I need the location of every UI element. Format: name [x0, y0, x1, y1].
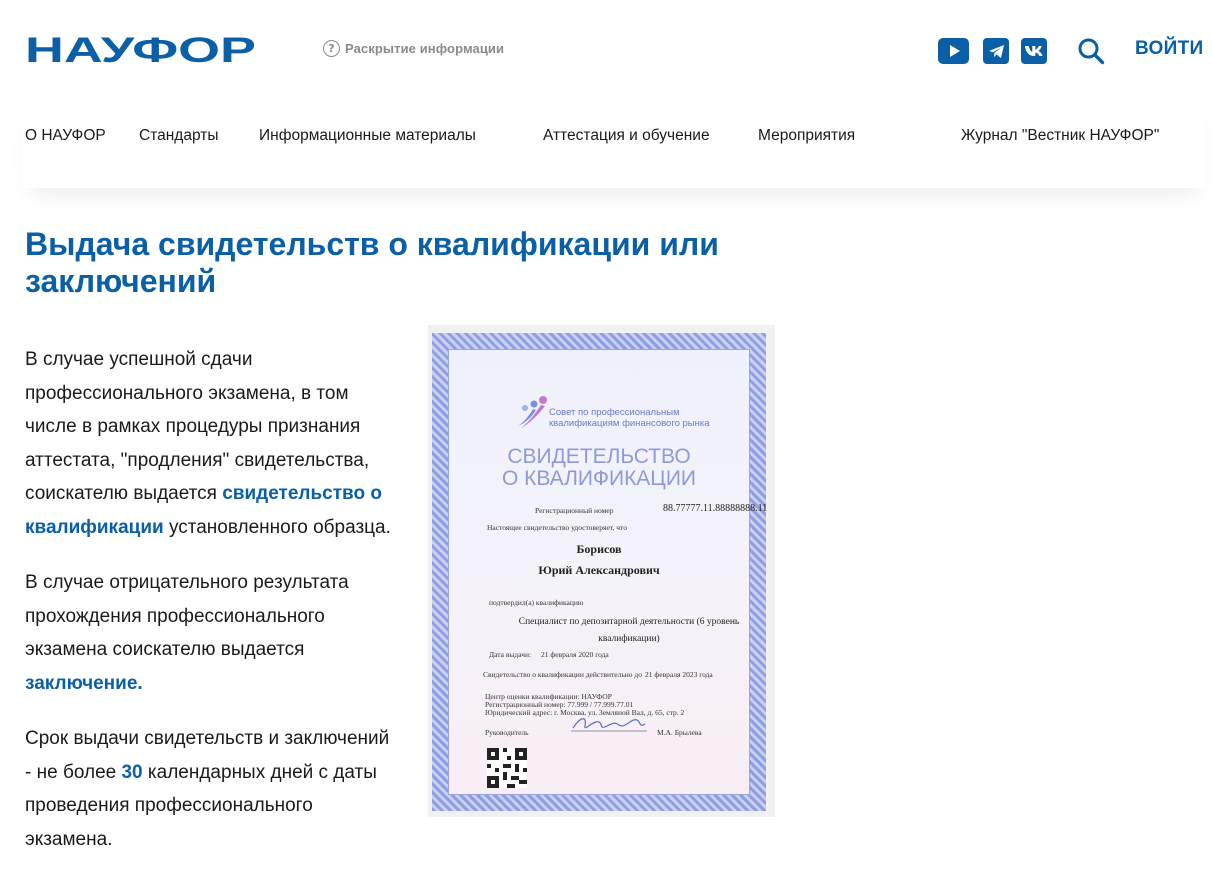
nav-item-journal[interactable]: Журнал "Вестник НАУФОР": [961, 127, 1160, 144]
article-text: [25, 343, 400, 878]
nav-item-about[interactable]: О НАУФОР: [25, 127, 106, 144]
p2-text: В случае отрицательного результата прохождения профессионального экзамена соискателю выдается: [25, 572, 349, 660]
cert-head-name: М.А. Брылева: [657, 728, 702, 737]
vk-button[interactable]: [1021, 38, 1047, 64]
cert-org-name: Совет по профессиональным квалификациям финансового рынка: [549, 407, 710, 429]
nav-item-standards[interactable]: Стандарты: [139, 127, 219, 144]
youtube-icon: [947, 44, 961, 58]
naufor-logo[interactable]: [25, 33, 257, 66]
youtube-button[interactable]: [938, 38, 969, 64]
paragraph-fail: [25, 566, 400, 700]
cert-issue-label: Дата выдачи:: [489, 650, 532, 659]
cert-reg-label: Регистрационный номер: [535, 506, 614, 515]
cert-valid-label: Свидетельство о квалификации действительно до: [483, 670, 642, 679]
certificate-sheet: [448, 349, 768, 795]
cert-certifies: Настоящее свидетельство удостоверяет, что: [487, 523, 627, 532]
cert-surname: Борисов: [576, 542, 622, 556]
p3-text: Срок выдачи свидетельств и заключений - не более: [25, 728, 390, 783]
main-nav: [22, 100, 1206, 188]
disclosure-link[interactable]: [323, 40, 504, 57]
cert-center-addr: Юридический адрес: г. Москва, ул. Земляной Вал, д. 65, стр. 2: [485, 708, 685, 717]
search-icon[interactable]: [1077, 37, 1105, 65]
paragraph-term: [25, 722, 400, 856]
telegram-button[interactable]: [983, 38, 1009, 64]
nav-item-events[interactable]: Мероприятия: [758, 127, 856, 144]
cert-title: СВИДЕТЕЛЬСТВО О КВАЛИФИКАЦИИ: [501, 445, 697, 490]
cert-confirmed: подтвердил(а) квалификацию: [489, 598, 584, 607]
cert-head-label: Руководитель: [485, 728, 529, 737]
signature-icon: [569, 712, 649, 736]
cert-specialty: Специалист по депозитарной деятельности (6 уровень квалификации): [518, 617, 740, 644]
cert-center: Центр оценки квалификации: НАУФОР: [485, 692, 612, 701]
certificate-link[interactable]: свидетельство о квалификации: [25, 483, 382, 538]
p1-text-end: установленного образца.: [163, 516, 391, 538]
cert-center-reg: Регистрационный номер: 77.999 / 77.999.77.01: [485, 700, 634, 709]
page-title: Выдача свидетельств о квалификации или заключений: [25, 226, 719, 299]
council-logo-icon: [515, 394, 553, 434]
logo-text: НАУФОР: [25, 33, 256, 66]
nav-item-attestation[interactable]: Аттестация и обучение: [543, 127, 710, 144]
paragraph-success: [25, 343, 400, 544]
cert-issue-date: 21 февраля 2020 года: [541, 650, 609, 659]
nav-item-info-materials[interactable]: Информационные материалы: [259, 127, 476, 144]
cert-valid-date: 21 февраля 2023 года: [645, 670, 713, 679]
qr-code-icon: [487, 748, 527, 788]
cert-reg-number: 88.77777.11.88888888.11: [663, 503, 768, 514]
telegram-icon: [988, 44, 1005, 59]
disclosure-label: Раскрытие информации: [345, 41, 505, 56]
certificate-image[interactable]: [432, 333, 766, 811]
vk-icon: [1024, 45, 1044, 57]
cert-given-names: Юрий Александрович: [538, 563, 660, 577]
conclusion-link[interactable]: заключение.: [25, 672, 143, 694]
login-button[interactable]: ВОЙТИ: [1135, 38, 1204, 59]
p3-text-end: календарных дней с даты проведения профессионального экзамена.: [25, 761, 377, 850]
days-number: 30: [121, 761, 143, 783]
question-circle-icon: ?: [323, 40, 340, 57]
p1-text: В случае успешной сдачи профессионального экзамена, в том числе в рамках процедуры признания аттестата, "продления" свидетельства, соискателю выдается: [25, 349, 370, 504]
